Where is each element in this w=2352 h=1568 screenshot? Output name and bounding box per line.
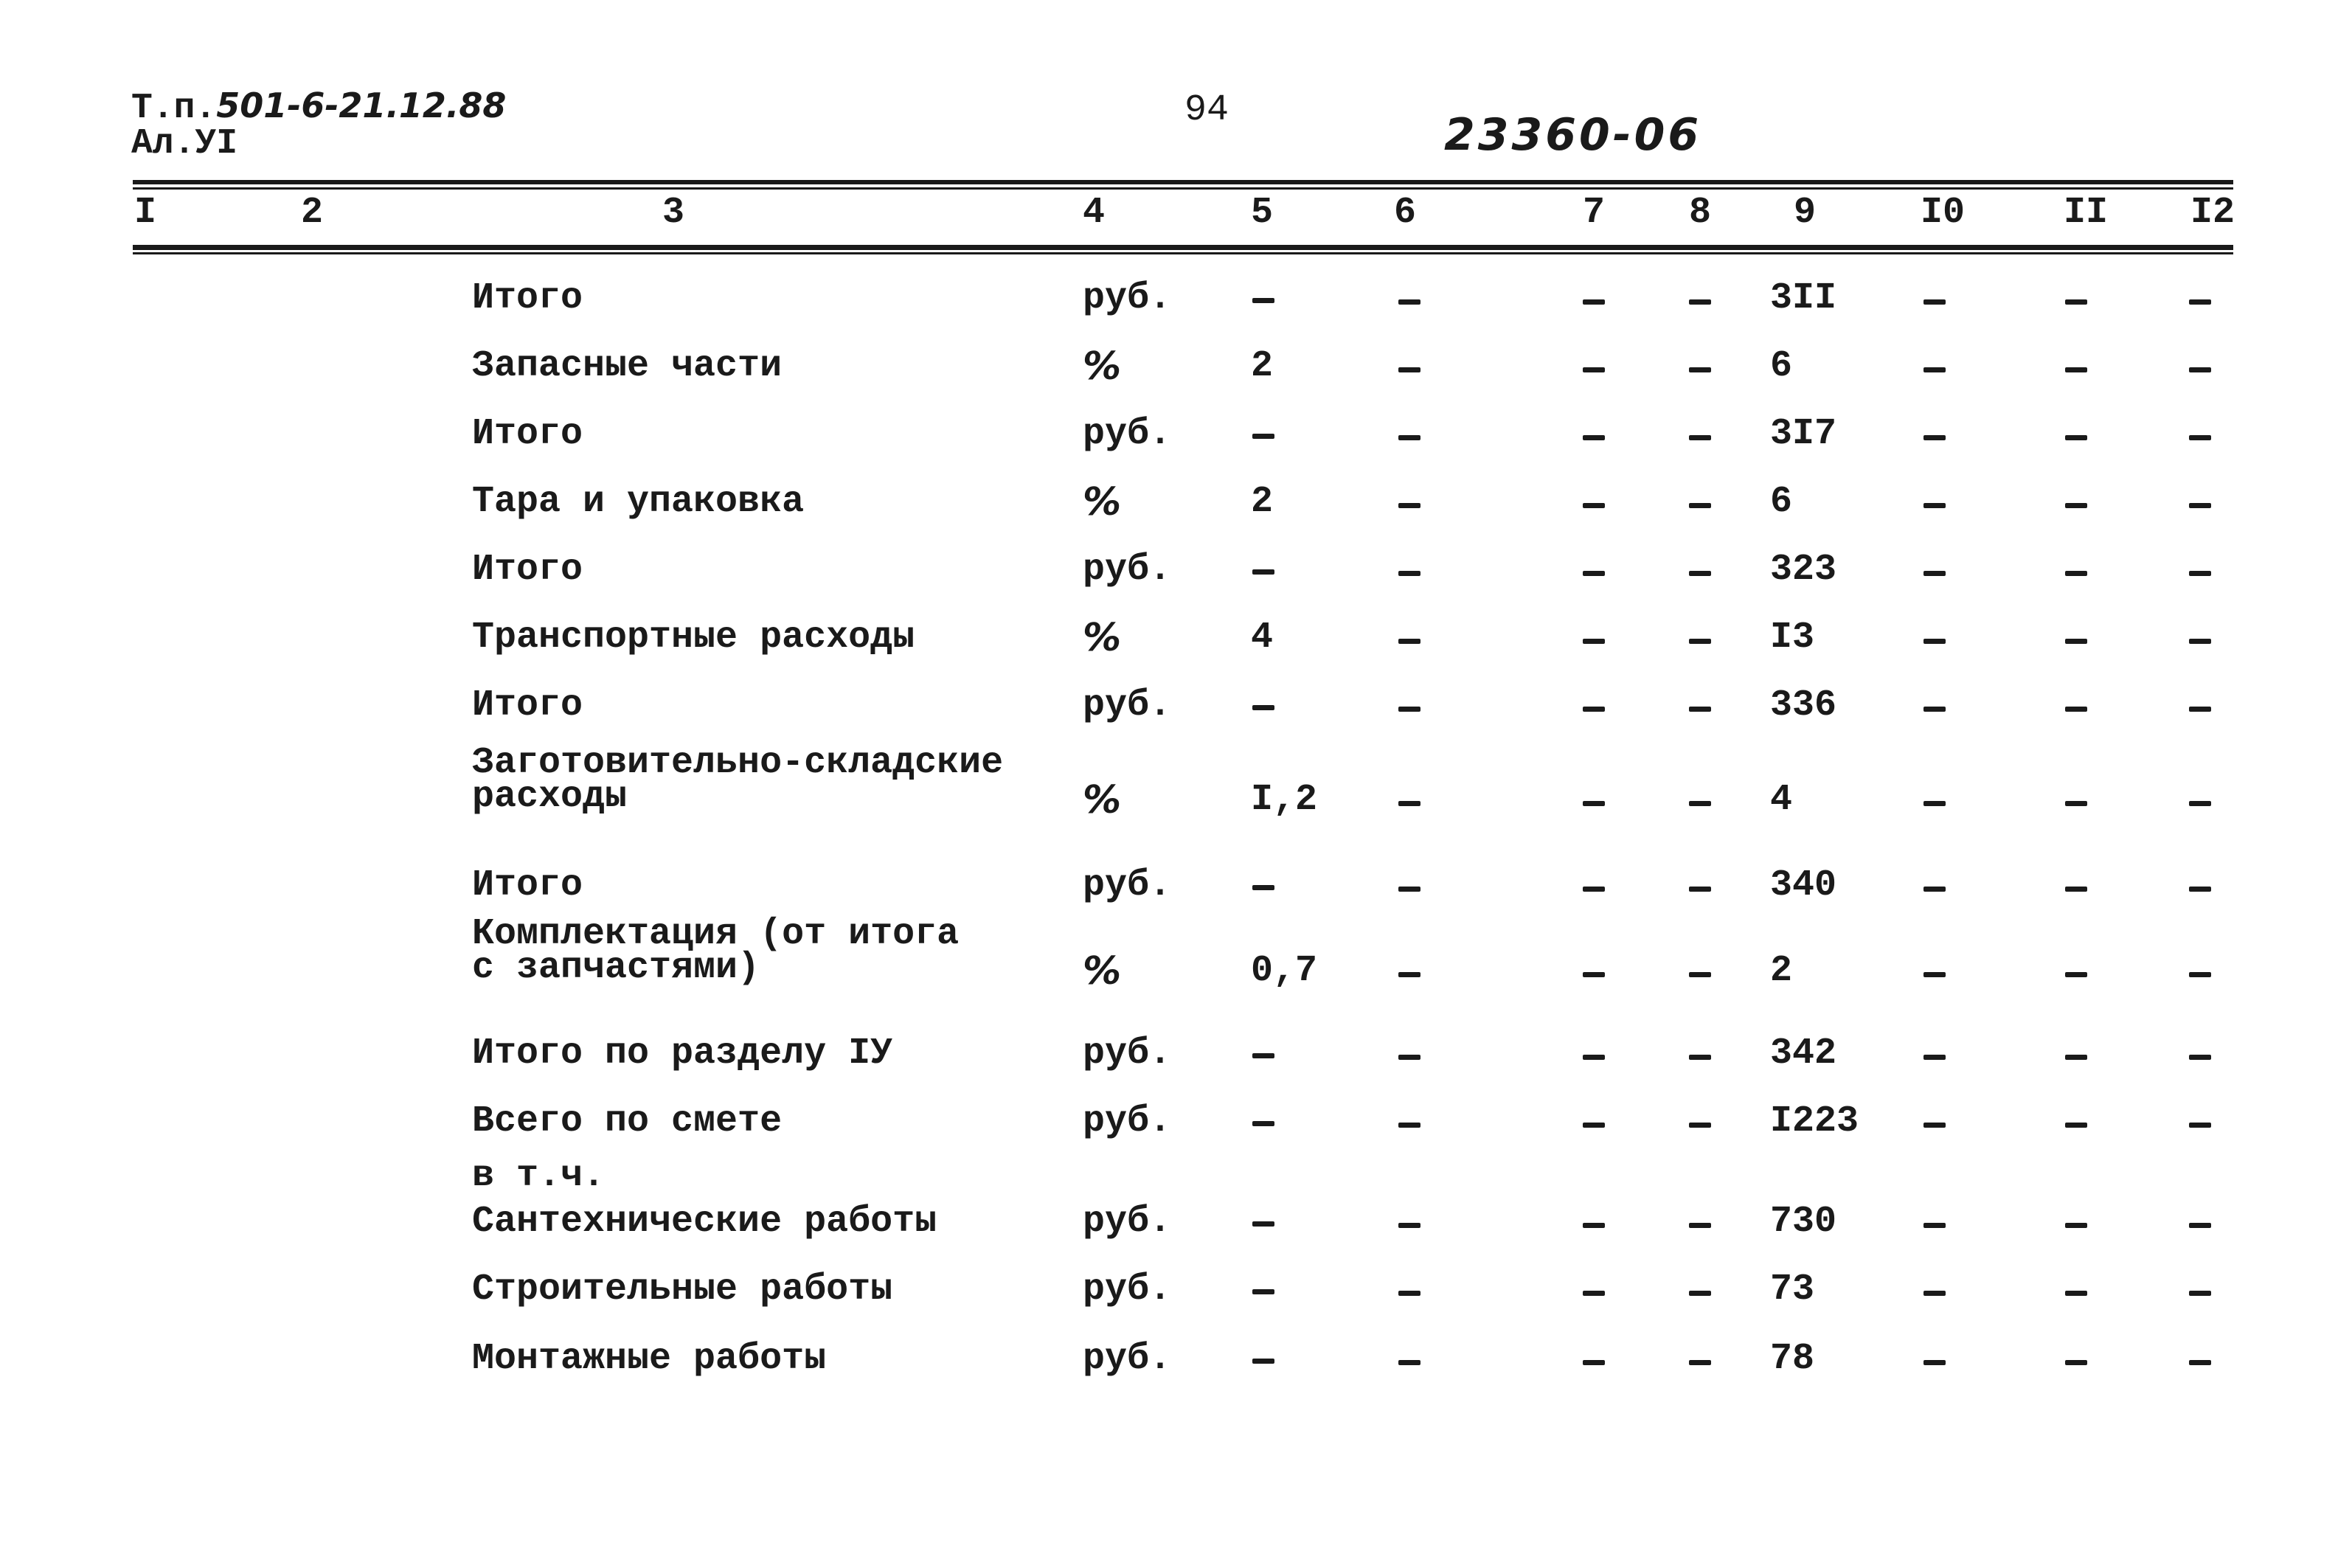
column-header-10: I0 — [1921, 192, 1966, 234]
empty-cell-dash — [1583, 435, 1605, 440]
empty-cell-dash — [2065, 503, 2087, 508]
row-col9-amount: 3II — [1770, 277, 1837, 319]
empty-cell-dash — [2065, 367, 2087, 372]
empty-cell-dash — [2189, 435, 2211, 440]
row-col5-dash — [1252, 1121, 1274, 1126]
row-description — [472, 618, 915, 658]
empty-cell-dash — [2189, 972, 2211, 977]
empty-cell-dash — [1689, 972, 1711, 977]
table-row — [0, 279, 2352, 323]
row-col9-amount: 4 — [1770, 779, 1793, 821]
empty-cell-dash — [1398, 639, 1420, 644]
empty-cell-dash — [2189, 503, 2211, 508]
empty-cell-dash — [1398, 1291, 1420, 1296]
empty-cell-dash — [1689, 707, 1711, 712]
empty-cell-dash — [1689, 435, 1711, 440]
empty-cell-dash — [1583, 1223, 1605, 1228]
row-unit: % — [1083, 616, 1122, 660]
row-unit: руб. — [1083, 413, 1172, 455]
table-row — [0, 414, 2352, 459]
row-col5-dash — [1252, 1053, 1274, 1058]
row-col9-amount: 340 — [1770, 864, 1837, 906]
header-rule-bottom-thin — [133, 252, 2233, 254]
empty-cell-dash — [2065, 639, 2087, 644]
column-header-6: 6 — [1394, 192, 1417, 234]
row-description-line: Итого — [472, 549, 583, 591]
table-row — [0, 742, 2352, 825]
empty-cell-dash — [1398, 1360, 1420, 1365]
row-col5-dash — [1252, 1359, 1274, 1364]
empty-cell-dash — [1583, 887, 1605, 892]
row-col9-amount: 336 — [1770, 684, 1837, 726]
empty-cell-dash — [1583, 299, 1605, 305]
empty-cell-dash — [2065, 299, 2087, 305]
row-col5-value: 2 — [1251, 345, 1274, 387]
empty-cell-dash — [1689, 887, 1711, 892]
empty-cell-dash — [1923, 1291, 1946, 1296]
row-description-line: расходы — [472, 776, 628, 818]
header-rule-bottom — [133, 245, 2233, 250]
row-col5-dash — [1252, 569, 1274, 575]
header-rule-top — [133, 180, 2233, 184]
empty-cell-dash — [2065, 1123, 2087, 1128]
empty-cell-dash — [1689, 1360, 1711, 1365]
row-col5-dash — [1252, 298, 1274, 303]
column-header-8: 8 — [1689, 192, 1712, 234]
empty-cell-dash — [1398, 503, 1420, 508]
empty-cell-dash — [2065, 887, 2087, 892]
column-header-3: 3 — [662, 192, 685, 234]
empty-cell-dash — [1923, 801, 1946, 806]
row-description-line: с запчастями) — [472, 947, 760, 989]
empty-cell-dash — [1398, 887, 1420, 892]
empty-cell-dash — [2189, 707, 2211, 712]
empty-cell-dash — [2065, 435, 2087, 440]
table-row — [0, 866, 2352, 910]
empty-cell-dash — [1923, 1223, 1946, 1228]
page-number: 94 — [1184, 89, 1229, 131]
empty-cell-dash — [1923, 639, 1946, 644]
row-description-line: Заготовительно-складские — [472, 742, 1004, 784]
row-col5-value: 2 — [1251, 481, 1274, 523]
empty-cell-dash — [1398, 972, 1420, 977]
album-label: Ал.УI — [131, 124, 238, 164]
empty-cell-dash — [1583, 801, 1605, 806]
empty-cell-dash — [2189, 1291, 2211, 1296]
row-col9-amount: 323 — [1770, 549, 1837, 591]
table-row — [0, 1102, 2352, 1146]
empty-cell-dash — [1689, 801, 1711, 806]
empty-cell-dash — [1583, 503, 1605, 508]
row-col5-dash — [1252, 705, 1274, 710]
empty-cell-dash — [2189, 639, 2211, 644]
empty-cell-dash — [1689, 1123, 1711, 1128]
empty-cell-dash — [1923, 1360, 1946, 1365]
empty-cell-dash — [1689, 571, 1711, 576]
empty-cell-dash — [1583, 639, 1605, 644]
empty-cell-dash — [1689, 1223, 1711, 1228]
row-description — [472, 279, 583, 319]
row-description — [472, 1102, 782, 1142]
empty-cell-dash — [1398, 1223, 1420, 1228]
row-description-line: Монтажные работы — [472, 1338, 827, 1380]
column-header-11: II — [2064, 192, 2109, 234]
column-header-1: I — [134, 192, 157, 234]
empty-cell-dash — [2065, 1055, 2087, 1060]
empty-cell-dash — [1689, 503, 1711, 508]
row-unit: руб. — [1083, 549, 1172, 591]
row-description — [472, 1034, 892, 1074]
row-unit: руб. — [1083, 1201, 1172, 1243]
document-reference-number: 501-6-21.12.88 — [216, 86, 507, 125]
empty-cell-dash — [1923, 1123, 1946, 1128]
table-row — [0, 913, 2352, 996]
column-header-9: 9 — [1794, 192, 1817, 234]
row-unit: руб. — [1083, 277, 1172, 319]
empty-cell-dash — [1583, 367, 1605, 372]
empty-cell-dash — [1689, 639, 1711, 644]
empty-cell-dash — [1689, 1055, 1711, 1060]
row-col9-amount: 2 — [1770, 950, 1793, 992]
empty-cell-dash — [2189, 367, 2211, 372]
table-row — [0, 1034, 2352, 1078]
empty-cell-dash — [1689, 1291, 1711, 1296]
table-row — [0, 686, 2352, 730]
row-col9-amount: 730 — [1770, 1201, 1837, 1243]
empty-cell-dash — [1923, 435, 1946, 440]
document-code: 23360-06 — [1444, 109, 1702, 161]
empty-cell-dash — [1583, 1291, 1605, 1296]
row-col5-dash — [1252, 1221, 1274, 1227]
row-unit: руб. — [1083, 684, 1172, 726]
row-description — [472, 347, 782, 386]
table-row — [0, 550, 2352, 594]
row-unit: руб. — [1083, 1100, 1172, 1142]
table-row — [0, 1270, 2352, 1314]
row-description-line: Итого — [472, 413, 583, 455]
empty-cell-dash — [1398, 1055, 1420, 1060]
empty-cell-dash — [1398, 435, 1420, 440]
table-row — [0, 482, 2352, 527]
row-description — [472, 550, 583, 590]
row-col5-dash — [1252, 885, 1274, 890]
row-unit: руб. — [1083, 1269, 1172, 1311]
empty-cell-dash — [1583, 1123, 1605, 1128]
row-col9-amount: 78 — [1770, 1338, 1815, 1380]
row-description-line: Запасные части — [472, 345, 783, 387]
empty-cell-dash — [2189, 299, 2211, 305]
empty-cell-dash — [1923, 887, 1946, 892]
empty-cell-dash — [2065, 707, 2087, 712]
column-header-2: 2 — [301, 192, 324, 234]
empty-cell-dash — [1689, 367, 1711, 372]
empty-cell-dash — [1923, 571, 1946, 576]
empty-cell-dash — [2189, 887, 2211, 892]
row-col5-dash — [1252, 1289, 1274, 1294]
empty-cell-dash — [1398, 299, 1420, 305]
row-unit: % — [1083, 949, 1122, 993]
row-description — [472, 414, 583, 454]
row-description — [472, 686, 583, 726]
empty-cell-dash — [1398, 367, 1420, 372]
row-col5-value: I,2 — [1251, 779, 1318, 821]
row-description — [472, 1202, 937, 1242]
including-note: в т.ч. — [472, 1155, 606, 1197]
row-description-line: Строительные работы — [472, 1269, 893, 1311]
empty-cell-dash — [2065, 801, 2087, 806]
empty-cell-dash — [1923, 503, 1946, 508]
empty-cell-dash — [1398, 801, 1420, 806]
row-col9-amount: 3I7 — [1770, 413, 1837, 455]
row-description — [472, 482, 804, 522]
row-description-line: Итого — [472, 864, 583, 906]
empty-cell-dash — [2065, 571, 2087, 576]
empty-cell-dash — [1923, 367, 1946, 372]
row-unit: % — [1083, 344, 1122, 389]
row-col5-value: 0,7 — [1251, 950, 1318, 992]
empty-cell-dash — [1923, 707, 1946, 712]
row-unit: руб. — [1083, 1033, 1172, 1075]
empty-cell-dash — [1583, 571, 1605, 576]
row-col5-dash — [1252, 434, 1274, 439]
table-row — [0, 618, 2352, 662]
row-description-line: Итого — [472, 277, 583, 319]
row-description-line: Сантехнические работы — [472, 1201, 937, 1243]
empty-cell-dash — [1398, 571, 1420, 576]
column-header-4: 4 — [1083, 192, 1106, 234]
column-header-7: 7 — [1583, 192, 1606, 234]
empty-cell-dash — [2065, 972, 2087, 977]
row-description-line: Итого — [472, 684, 583, 726]
row-description — [472, 866, 583, 906]
empty-cell-dash — [2189, 1223, 2211, 1228]
empty-cell-dash — [2189, 801, 2211, 806]
document-reference — [131, 87, 506, 127]
row-col5-value: 4 — [1251, 617, 1274, 659]
empty-cell-dash — [1689, 299, 1711, 305]
table-row — [0, 1339, 2352, 1384]
row-description — [472, 1270, 892, 1310]
row-unit: % — [1083, 480, 1122, 524]
row-col9-amount: I223 — [1770, 1100, 1859, 1142]
row-col9-amount: 73 — [1770, 1269, 1815, 1311]
empty-cell-dash — [1583, 707, 1605, 712]
table-row — [0, 1202, 2352, 1246]
column-header-12: I2 — [2190, 192, 2235, 234]
row-description — [472, 1339, 826, 1379]
row-col9-amount: 342 — [1770, 1033, 1837, 1075]
empty-cell-dash — [2189, 571, 2211, 576]
empty-cell-dash — [2189, 1360, 2211, 1365]
empty-cell-dash — [1923, 299, 1946, 305]
empty-cell-dash — [2189, 1055, 2211, 1060]
empty-cell-dash — [2065, 1223, 2087, 1228]
row-description — [472, 742, 1004, 818]
row-description-line: Тара и упаковка — [472, 481, 805, 523]
empty-cell-dash — [1923, 972, 1946, 977]
row-description-line: Комплектация (от итога — [472, 913, 960, 955]
empty-cell-dash — [1583, 1360, 1605, 1365]
header-rule-top-thin — [133, 187, 2233, 190]
row-description — [472, 913, 960, 989]
empty-cell-dash — [1583, 972, 1605, 977]
row-unit: руб. — [1083, 1338, 1172, 1380]
row-unit: руб. — [1083, 864, 1172, 906]
document-reference-prefix: Т.п. — [131, 89, 217, 128]
row-description-line: Всего по смете — [472, 1100, 783, 1142]
table-row — [0, 344, 2352, 391]
row-description-line: Транспортные расходы — [472, 617, 915, 659]
empty-cell-dash — [2065, 1291, 2087, 1296]
empty-cell-dash — [1398, 1123, 1420, 1128]
row-description-line: Итого по разделу IУ — [472, 1033, 893, 1075]
empty-cell-dash — [1398, 707, 1420, 712]
row-col9-amount: 6 — [1770, 481, 1793, 523]
empty-cell-dash — [1583, 1055, 1605, 1060]
column-header-5: 5 — [1251, 192, 1274, 234]
row-col9-amount: 6 — [1770, 345, 1793, 387]
empty-cell-dash — [2189, 1123, 2211, 1128]
row-col9-amount: I3 — [1770, 617, 1815, 659]
empty-cell-dash — [1923, 1055, 1946, 1060]
empty-cell-dash — [2065, 1360, 2087, 1365]
row-unit: % — [1083, 778, 1122, 822]
